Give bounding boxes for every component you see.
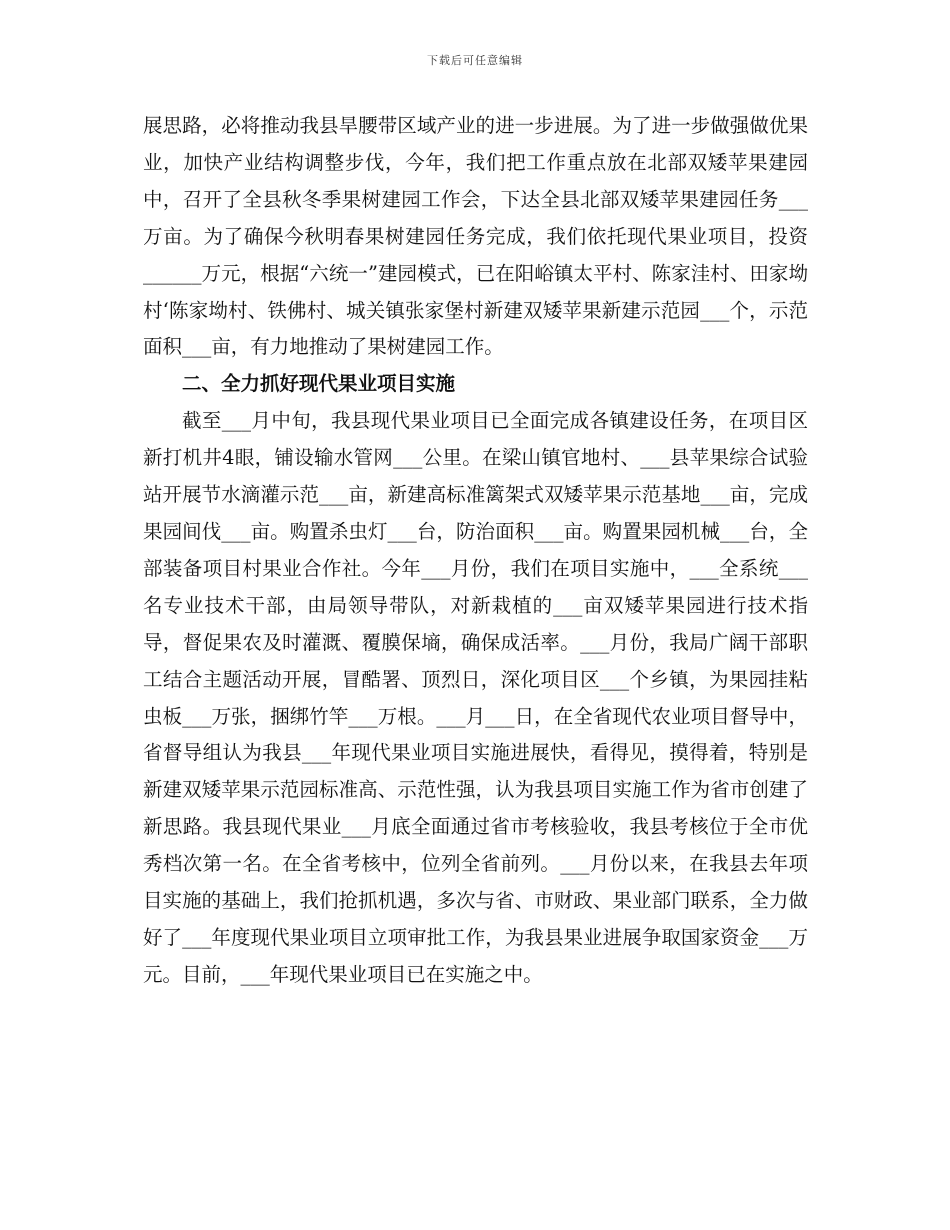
page-header: 下载后可任意编辑 (427, 54, 523, 67)
section-heading-2: 二、全力抓好现代果业项目实施 (182, 372, 456, 396)
body-paragraph-1: 展思路，必将推动我县旱腰带区域产业的进一步进展。为了进一步做强做优果业，加快产业结构调整步伐，今年，我们把工作重点放在北部双矮苹果建园中，召开了全县秋冬季果树建园工作会，下达全县北部双矮苹果建园任务___万亩。为了确保今秋明春果树建园任务完成，我们依托现代果业项目，投资______万元，根据“六统一”建园模式，已在阳峪镇太平村、陈家洼村、田家坳村‘陈家坳村、铁佛村、城关镇张家堡村新建双矮苹果新建示范园___个，示范面积___亩，有力地推动了果树建园工作。 (143, 114, 808, 359)
body-paragraph-2: 截至___月中旬，我县现代果业项目已全面完成各镇建设任务，在项目区新打机井4眼，铺设输水管网___公里。在梁山镇官地村、___县苹果综合试验站开展节水滴灌示范___亩，新建高标准篱架式双矮苹果示范基地___亩，完成果园间伐___亩。购置杀虫灯___台，防治面积___亩。购置果园机械___台，全部装备项目村果业合作社。今年___月份，我们在项目实施中，___全系统___名专业技术干部，由局领导带队，对新栽植的___亩双矮苹果园进行技术指导，督促果农及时灌溉、覆膜保墒，确保成活率。___月份，我局广阔干部职工结合主题活动开展，冒酷署、顶烈日，深化项目区___个乡镇，为果园挂粘虫板___万张，捆绑竹竿___万根。___月___日，在全省现代农业项目督导中，省督导组认为我县___年现代果业项目实施进展快，看得见，摸得着，特别是新建双矮苹果示范园标准高、示范性强，认为我县项目实施工作为省市创建了新思路。我县现代果业___月底全面通过省市考核验收，我县考核位于全市优秀档次第一名。在全省考核中，位列全省前列。___月份以来，在我县去年项目实施的基础上，我们抢抓机遇，多次与省、市财政、果业部门联系，全力做好了___年度现代果业项目立项审批工作，为我县果业进展争取国家资金___万元。目前，___年现代果业项目已在实施之中。 (143, 409, 808, 986)
document-body (143, 108, 808, 994)
